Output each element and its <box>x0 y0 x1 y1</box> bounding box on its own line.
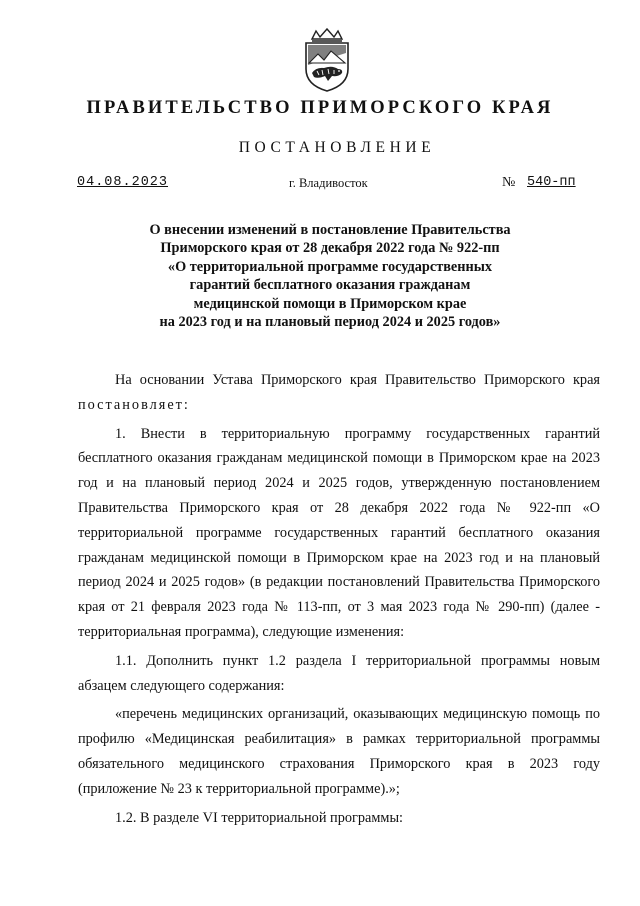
document-number-label: № <box>502 175 516 190</box>
subject-line: на 2023 год и на плановый период 2024 и 2025 годов» <box>159 314 501 331</box>
paragraph-preamble <box>78 368 600 418</box>
paragraph-item-1-1: 1.1. Дополнить пункт 1.2 раздела I территориальной программы новым абзацем следующего содержания: <box>78 652 600 694</box>
document-subject <box>60 221 600 331</box>
subject-line: Приморского края от 28 декабря 2022 года № 922-пп <box>160 240 500 257</box>
subject-line: О внесении изменений в постановление Правительства <box>149 222 511 238</box>
document-body <box>78 368 600 834</box>
document-type: ПОСТАНОВЛЕНИЕ <box>238 139 436 156</box>
government-title: ПРАВИТЕЛЬСТВО ПРИМОРСКОГО КРАЯ <box>86 98 554 118</box>
document-city: г. Владивосток <box>289 176 368 190</box>
document-number: 540-пп <box>527 175 576 190</box>
subject-line: медицинской помощи в Приморском крае <box>193 295 467 312</box>
paragraph-item-1: 1. Внести в территориальную программу государственных гарантий бесплатного оказания гражданам медицинской помощи в Приморском крае на 2023 год и на плановый период 2024 и 2025 годов, утвержденную постановлением Правительства Приморского края от 28 декабря 2022 года № 922-пп «О территориальной программе государственных гарантий бесплатного оказания гражданам медицинской помощи в Приморском крае на 2023 год и на плановый период 2024 и 2025 годов» (в редакции постановлений Правительства Приморского края от 21 февраля 2023 года № 113-пп, от 3 мая 2023 года № 290-пп) (далее - территориальная программа), следующие изменения: <box>78 425 600 640</box>
subject-line: гарантий бесплатного оказания гражданам <box>189 277 471 294</box>
preamble-resolves: постановляет: <box>78 396 190 413</box>
preamble-text: На основании Устава Приморского края Правительство Приморского края <box>115 372 600 388</box>
primorsky-krai-coat-of-arms-icon <box>298 27 356 93</box>
subject-line: «О территориальной программе государственных <box>167 258 493 275</box>
paragraph-item-1-2: 1.2. В разделе VI территориальной программы: <box>115 809 404 826</box>
paragraph-quote: «перечень медицинских организаций, оказывающих медицинскую помощь по профилю «Медицинская реабилитация» в рамках территориальной программы обязательного медицинского страхования Приморского края в 2023 году (приложение № 23 к территориальной программе).»; <box>78 706 600 797</box>
document-date: 04.08.2023 <box>77 175 169 190</box>
